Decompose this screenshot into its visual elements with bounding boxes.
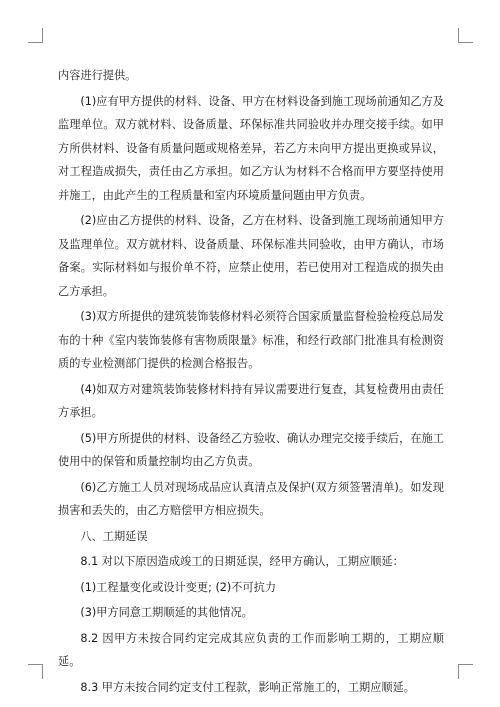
paragraph-item-3: (3)双方所提供的建筑装饰装修材料必须符合国家质量监督检验检疫总局发布的十种《室内装饰装修有害物质限量》标准，和经行政部门批准具有检测资质的专业检测部门提供的检测合格报告。: [58, 310, 444, 370]
clause-8-1-item-3: (3)甲方同意工期顺延的其他情况。: [80, 606, 253, 619]
document-body: [58, 64, 444, 699]
paragraph-item-5: (5)甲方所提供的材料、设备经乙方验收、确认办理完交接手续后，在施工使用中的保管和质量控制均由乙方负责。: [58, 431, 444, 468]
paragraph-continuation: 内容进行提供。: [58, 69, 137, 82]
crop-mark-bottom-right: [458, 664, 473, 679]
crop-mark-top-right: [458, 28, 473, 43]
clause-8-1: 8.1 对以下原因造成竣工的日期延误，经甲方确认，工期应顺延：: [80, 555, 404, 568]
paragraph-item-6: (6)乙方施工人员对现场成品应认真清点及保护(双方须签署清单)。如发现损害和丢失的，由乙方赔偿甲方相应损失。: [58, 480, 444, 517]
clause-8-1-item-1-2: (1)工程量变化或设计变更; (2)不可抗力: [80, 580, 277, 594]
clause-8-2: 8.2 因甲方未按合同约定完成其应负责的工作而影响工期的，工期应顺延。: [58, 631, 444, 668]
clause-8-3: 8.3 甲方未按合同约定支付工程款，影响正常施工的，工期应顺延。: [80, 680, 415, 694]
paragraph-item-4: (4)如双方对建筑装饰装修材料持有异议需要进行复查，其复检费用由责任方承担。: [58, 382, 444, 419]
paragraph-item-2: (2)应由乙方提供的材料、设备，乙方在材料、设备到施工现场前通知甲方及监理单位。双方就材料、设备质量、环保标准共同验收，由甲方确认，市场备案。实际材料如与报价单不符，应禁止使用，若已使用对工程造成的损失由乙方承担。: [58, 214, 444, 298]
crop-mark-top-left: [28, 28, 43, 43]
crop-mark-bottom-left: [28, 664, 43, 679]
paragraph-item-1: (1)应有甲方提供的材料、设备、甲方在材料设备到施工现场前通知乙方及监理单位。双方就材料、设备质量、环保标准共同验收并办理交接手续。如甲方所供材料、设备有质量问题或规格差异，若乙方未向甲方提出更换或异议，对工程造成损失，责任由乙方承担。如乙方认为材料不合格而甲方要坚持使用并施工，由此产生的工程质量和室内环境质量问题由甲方负责。: [58, 94, 444, 202]
section-heading-8: 八、工期延误: [80, 529, 148, 543]
